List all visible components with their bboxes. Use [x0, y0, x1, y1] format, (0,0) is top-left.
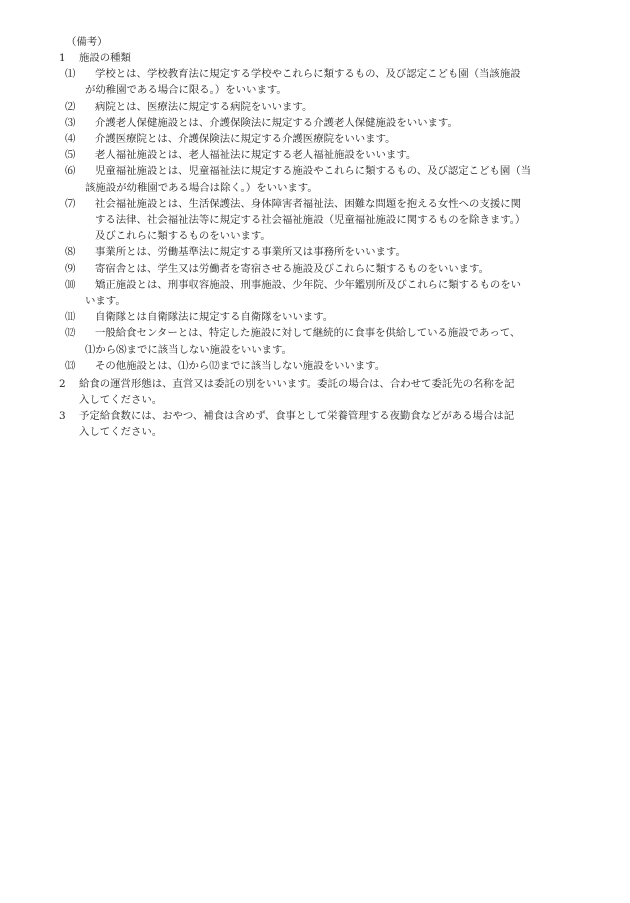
list-item-line: ⑴から⑻までに該当しない施設をいいます。	[85, 343, 292, 356]
section-title: 施設の種類	[79, 52, 131, 64]
list-item	[59, 261, 589, 277]
list-item-number: ⑻	[65, 246, 76, 259]
list-item	[59, 66, 589, 98]
section-heading	[59, 50, 589, 66]
list-item	[59, 277, 589, 309]
list-item-number: ⒀	[65, 359, 76, 372]
list-item-number: ⑶	[65, 116, 76, 129]
list-item-line: 寄宿舎とは、学生又は労働者を寄宿させる施設及びこれらに類するものをいいます。	[95, 262, 490, 275]
paragraph-line: 入してください。	[79, 426, 163, 439]
list-item-line: 介護老人保健施設とは、介護保険法に規定する介護老人保健施設をいいます。	[95, 116, 458, 129]
list-item	[59, 358, 589, 374]
list-item	[59, 196, 589, 245]
list-item-line: 及びこれらに類するものをいいます。	[95, 230, 271, 243]
section-number: 2	[59, 378, 66, 390]
paragraph	[59, 408, 589, 440]
list-item-number: ⑹	[65, 165, 76, 178]
list-item-number: ⑴	[65, 68, 76, 81]
section-operation-form	[59, 376, 589, 408]
list-item-line: 自衛隊とは自衛隊法に規定する自衛隊をいいます。	[95, 311, 334, 324]
paragraph-line: 給食の運営形態は、直営又は委託の別をいいます。委託の場合は、合わせて委託先の名称を記	[79, 378, 515, 390]
list-item-line: 児童福祉施設とは、児童福祉法に規定する施設やこれらに類するもの、及び認定こども園（当	[95, 165, 531, 178]
list-item	[59, 163, 589, 195]
list-item-line: 学校とは、学校教育法に規定する学校やこれらに類するもの、及び認定こども園（当該施設	[95, 68, 521, 81]
list-item	[59, 244, 589, 260]
remarks-heading: （備考）	[66, 36, 108, 48]
list-item-line: する法律、社会福祉法等に規定する社会福祉施設（児童福祉施設に関するものを除きます。）	[95, 214, 526, 227]
list-item-line: 病院とは、医療法に規定する病院をいいます。	[95, 100, 313, 113]
list-item-line: 一般給食センターとは、特定した施設に対して継続的に食事を供給している施設であって、	[95, 327, 521, 340]
list-item-line: 社会福祉施設とは、生活保護法、身体障害者福祉法、困難な問題を抱える女性への支援に関	[95, 197, 522, 210]
list-item	[59, 131, 589, 147]
paragraph	[59, 376, 589, 408]
paragraph-line: 予定給食数には、おやつ、補食は含めず、食事として栄養管理する夜勤食などがある場合は記	[79, 410, 515, 422]
section-number: 1	[59, 52, 66, 64]
list-item-number: ⑾	[65, 311, 76, 324]
list-item	[59, 147, 589, 163]
paragraph-line: 入してください。	[79, 394, 163, 407]
list-item	[59, 309, 589, 325]
list-item-line: 事業所とは、労働基準法に規定する事業所又は事務所をいいます。	[95, 246, 406, 259]
list-item-line: 該施設が幼稚園である場合は除く。）をいいます。	[85, 181, 318, 194]
list-item-number: ⑵	[65, 100, 76, 113]
section-number: 3	[59, 410, 66, 422]
list-item-line: 介護医療院とは、介護保険法に規定する介護医療院をいいます。	[95, 133, 396, 146]
list-item-line: が幼稚園である場合に限る。）をいいます。	[85, 84, 287, 97]
list-item-number: ⑼	[65, 262, 76, 275]
list-item-number: ⑽	[65, 278, 76, 291]
list-item	[59, 99, 589, 115]
section-facility-types	[59, 50, 589, 374]
list-item-number: ⑸	[65, 149, 76, 162]
list-item-line: 矯正施設とは、刑事収容施設、刑事施設、少年院、少年鑑別所及びこれらに類するものをい	[95, 278, 522, 291]
list-item-number: ⑿	[65, 327, 76, 340]
list-item-line: その他施設とは、⑴から⑿までに該当しない施設をいいます。	[95, 359, 386, 372]
list-item-number: ⑷	[65, 133, 76, 146]
list-item-line: 老人福祉施設とは、老人福祉法に規定する老人福祉施設をいいます。	[95, 149, 417, 162]
section-planned-meals	[59, 408, 589, 440]
list-item	[59, 325, 589, 357]
list-item-number: ⑺	[65, 197, 76, 210]
list-item-line: います。	[85, 295, 126, 308]
list-item	[59, 115, 589, 131]
